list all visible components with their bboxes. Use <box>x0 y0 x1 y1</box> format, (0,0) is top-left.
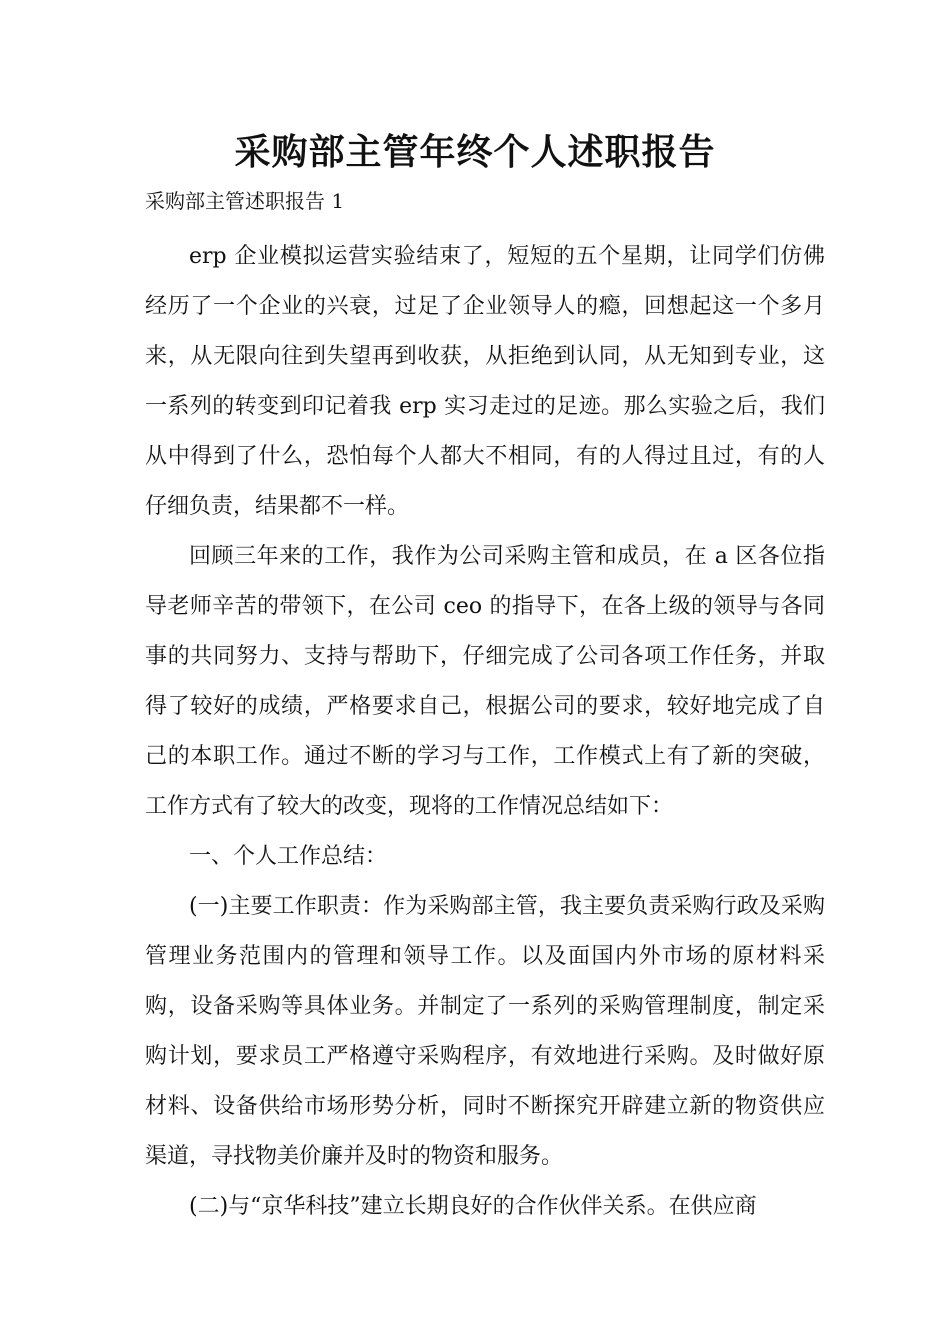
document-body <box>145 232 825 1232</box>
paragraph-work-review: 回顾三年来的工作，我作为公司采购主管和成员，在 a 区各位指导老师辛苦的带领下，在公司 ceo 的指导下，在各上级的领导与各同事的共同努力、支持与帮助下，仔细完成了公司各项工作任务，并取得了较好的成绩，严格要求自己，根据公司的要求，较好地完成了自己的本职工作。通过不断的学习与工作，工作模式上有了新的突破，工作方式有了较大的改变，现将的工作情况总结如下： <box>145 544 825 819</box>
section-heading-personal-summary: 一、个人工作总结： <box>189 844 388 869</box>
document-title: 采购部主管年终个人述职报告 <box>234 132 716 173</box>
paragraph-main-duties: (一)主要工作职责：作为采购部主管，我主要负责采购行政及采购管理业务范围内的管理和领导工作。以及面国内外市场的原材料采购，设备采购等具体业务。并制定了一系列的采购管理制度，制定采购计划，要求员工严格遵守采购程序，有效地进行采购。及时做好原材料、设备供给市场形势分析，同时不断探究开辟建立新的物资供应渠道，寻找物美价廉并及时的物资和服务。 <box>145 894 825 1169</box>
paragraph-partnership: (二)与“京华科技”建立长期良好的合作伙伴关系。在供应商 <box>189 1194 757 1219</box>
document-subtitle: 采购部主管述职报告 1 <box>145 189 345 213</box>
paragraph-erp-experiment: erp 企业模拟运营实验结束了，短短的五个星期，让同学们仿佛经历了一个企业的兴衰，过足了企业领导人的瘾，回想起这一个多月来，从无限向往到失望再到收获，从拒绝到认同，从无知到专业，这一系列的转变到印记着我 erp 实习走过的足迹。那么实验之后，我们从中得到了什么，恐怕每个人都大不相同，有的人得过且过，有的人仔细负责，结果都不一样。 <box>145 244 825 519</box>
